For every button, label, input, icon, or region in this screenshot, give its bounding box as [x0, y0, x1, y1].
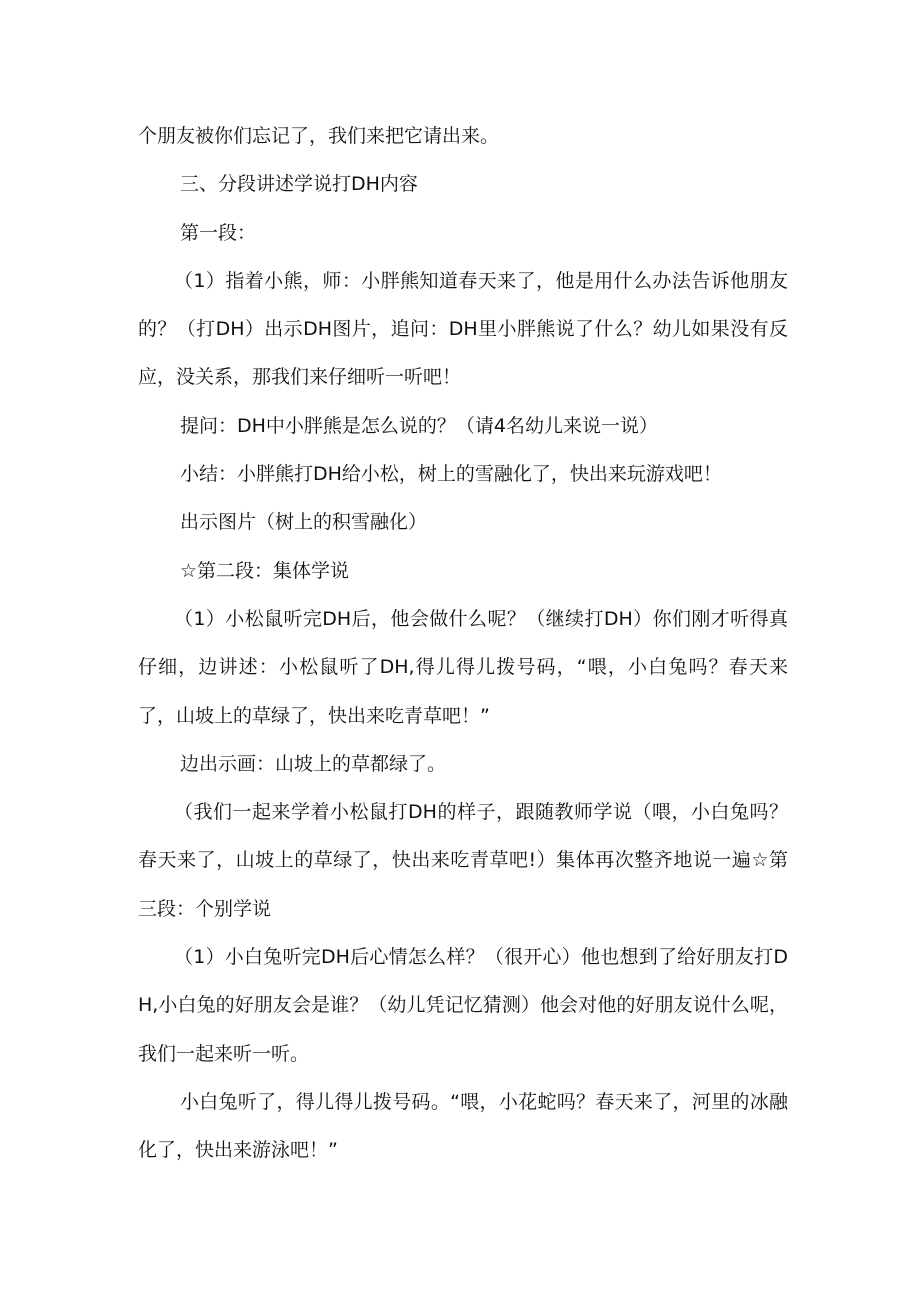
paragraph: 小结：小胖熊打DH给小松，树上的雪融化了，快出来玩游戏吧！ — [180, 463, 722, 486]
paragraph: （1）小白兔听完DH后心情怎么样？（很开心）他也想到了给好朋友打DH,小白兔的好朋友会是谁？（幼儿凭记忆猜测）他会对他的好朋友说什么呢，我们一起来听一听。 — [138, 946, 788, 1065]
subsection-heading: 第一段： — [180, 221, 257, 244]
paragraph: 提问：DH中小胖熊是怎么说的？（请4名幼儿来说一说） — [180, 414, 659, 437]
subsection-heading: ☆第二段：集体学说 — [180, 559, 350, 582]
paragraph: 小白兔听了，得儿得儿拨号码。“喂，小花蛇吗？春天来了，河里的冰融化了，快出来游泳吧！” — [138, 1090, 788, 1162]
paragraph: （我们一起来学着小松鼠打DH的样子，跟随教师学说（喂，小白兔吗？春天来了，山坡上的草绿了，快出来吃青草吧!）集体再次整齐地说一遍☆第三段：个别学说 — [138, 801, 788, 920]
paragraph: （1）指着小熊，师：小胖熊知道春天来了，他是用什么办法告诉他朋友的？（打DH）出示DH图片，追问：DH里小胖熊说了什么？幼儿如果没有反应，没关系，那我们来仔细听一听吧！ — [138, 269, 788, 389]
document-body — [138, 112, 788, 1175]
paragraph: （1）小松鼠听完DH后，他会做什么呢？（继续打DH）你们刚才听得真仔细，边讲述：小松鼠听了DH,得儿得儿拨号码，“喂，小白兔吗？春天来了，山坡上的草绿了，快出来吃青草吧！” — [138, 607, 788, 727]
paragraph-continuation: 个朋友被你们忘记了，我们来把它请出来。 — [138, 125, 500, 147]
section-heading: 三、分段讲述学说打DH内容 — [180, 173, 418, 196]
paragraph: 边出示画：山坡上的草都绿了。 — [180, 752, 447, 775]
paragraph: 出示图片（树上的积雪融化） — [180, 511, 428, 534]
